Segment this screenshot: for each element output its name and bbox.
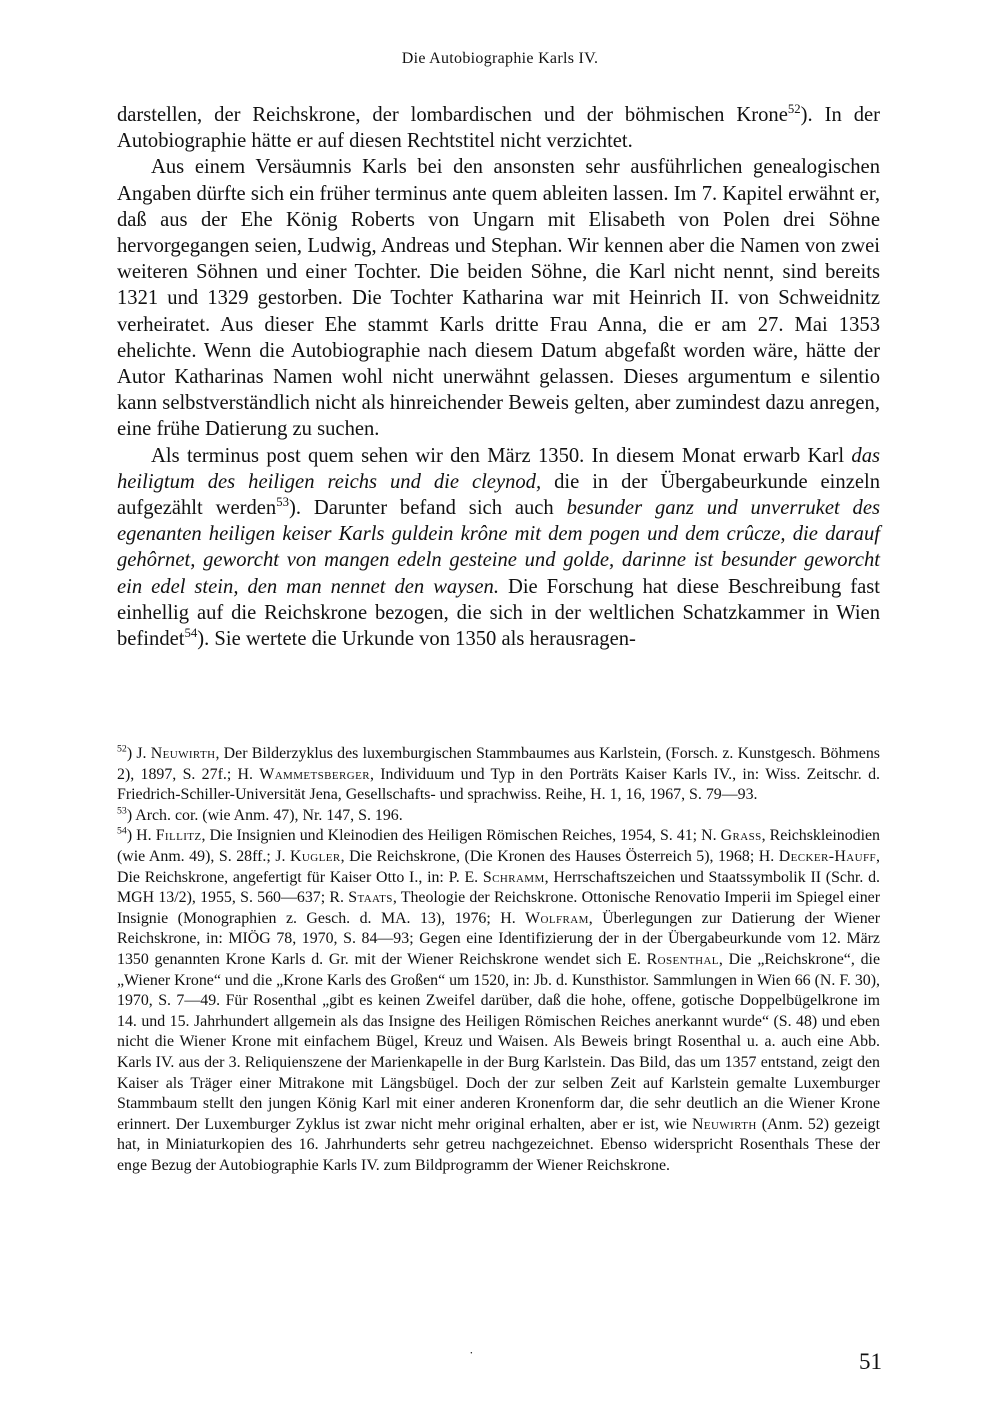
author-name: Kugler bbox=[290, 847, 341, 865]
text-run: (Anm. 52) gezeigt hat, in Miniaturkopien des 16. Jahrhunderts sehr getreu nachgezeichnet. Ebenso widerspricht Rosenthals These der enge Bezug der Autobiographie Karls IV. zum Bildprogramm der Wiener Reichskrone. bbox=[117, 1115, 881, 1174]
text-run: ). In der Autobiographie hätte er auf diesen Rechtstitel nicht verzichtet. bbox=[117, 104, 880, 153]
footnote-54 bbox=[117, 826, 880, 1176]
author-name: Schramm bbox=[482, 868, 545, 886]
text-run: , Die Reichskrone, angefertigt für Kaiser Otto I., in: P. E. bbox=[117, 847, 880, 886]
text-run: darstellen, der Reichskrone, der lombardischen und der böhmischen Krone bbox=[117, 104, 788, 126]
text-run: die in der Übergabeurkunde einzeln aufgezählt werden bbox=[117, 470, 880, 520]
text-run: ). Darunter befand sich auch bbox=[289, 497, 567, 520]
page-number: 51 bbox=[859, 1349, 882, 1374]
author-name: Wolfram bbox=[525, 909, 589, 927]
text-run: ) J. bbox=[126, 745, 151, 762]
author-name: Fillitz bbox=[155, 827, 202, 845]
author-name: Grass bbox=[720, 827, 762, 845]
author-name: Staats bbox=[348, 889, 393, 907]
author-name: Wammetsberger bbox=[259, 765, 370, 783]
running-head: Die Autobiographie Karls IV. bbox=[401, 50, 599, 67]
author-name: Decker-Hauff bbox=[778, 847, 876, 865]
text-run: , Theologie der Reichskrone. Ottonische Renovatio Imperii im Spiegel einer Insignie (Monographien z. Gesch. d. MA. 13), 1976; H. bbox=[117, 889, 881, 927]
text-run: , Herrschaftszeichen und Staatssymbolik II (Schr. d. MGH 13/2), 1955, S. 560—637; R. bbox=[117, 868, 881, 907]
author-name: Neuwirth bbox=[691, 1115, 757, 1133]
text-run: , Die Reichskrone, (Die Kronen des Hauses Österreich 5), 1968; H. bbox=[340, 847, 779, 865]
paragraph-2: Aus einem Versäumnis Karls bei den ansonsten sehr ausführlichen genealogischen Angaben dürfte sich ein früher terminus ante quem ableiten lassen. Im 7. Kapitel erwähnt er, daß aus der Ehe König Roberts von Ungarn mit Elisabeth von Polen drei Söhne hervorgegangen seien, Ludwig, Andreas und Stephan. Wir kennen aber die Namen von zwei weiteren Söhnen und einer Tochter. Die beiden Söhne, die Karl nicht nennt, sind bereits 1321 und 1329 gestorben. Die Tochter Katharina war mit Heinrich II. von Schweidnitz verheiratet. Aus dieser Ehe stammt Karls dritte Frau Anna, die er am 27. Mai 1353 ehelichte. Wenn die Autobiographie nach diesem Datum abgefaßt worden wäre, hätte der Autor Katharinas Namen wohl nicht unerwähnt gelassen. Dieses argumentum e silentio kann selbstverständlich nicht als hinreichender Beweis gelten, aber zumindest dazu anregen, eine frühe Datierung zu suchen. bbox=[117, 156, 880, 441]
text-run: ). Sie wertete die Urkunde von 1350 als herausragen- bbox=[197, 628, 636, 651]
footnote-53 bbox=[117, 806, 880, 827]
footnote-number: 52 bbox=[117, 743, 127, 755]
italic-quote: besunder ganz und unverruket des egenanten heiligen keiser Karls guldein krône mit dem pogen und dem crûcze, die darauf gehôrnet, geworcht von mangen edeln gesteine und golde, darinne ist besunder geworcht ein edel stein, den man nennet den waysen. bbox=[117, 497, 880, 598]
text-run: , Überlegungen zur Datierung der Wiener Reichskrone, in: MIÖG 78, 1970, S. 84—93; Gegen eine Identifizierung der in der Übergabeurkunde vom 12. März 1350 genannten Krone Karls d. Gr. mit der Wiener Reichskrone wendet sich E. bbox=[117, 909, 880, 968]
text-run: , Die „Reichskrone“, die „Wiener Krone“ und die „Krone Karls des Großen“ um 1520, in: Jb. d. Kunsthistor. Sammlungen in Wien 66 (N. F. 30), 1970, S. 7—49. Für Rosenthal „gibt es keinen Zweifel darüber, daß die hohe, offene, gotische Doppelbügelkrone im 14. und 15. Jahrhundert allgemein als das Insigne des Heiligen Römischen Reiches anerkannt wurde“ (S. 48) und eben nicht die Wiener Krone mit einfachem Bügel, Kreuz und Waisen. Als Beweis bringt Rosenthal u. a. auch eine Abb. Karls IV. aus der 3. Reliquienszene der Marienkapelle in der Burg Karlstein. Das Bild, das um 1357 entstand, zeigt den Kaiser als Träger einer Mitrakone mit Längsbügel. Doch der zur selben Zeit auf Karlstein gemalte Luxemburger Stammbaum stellt den jungen König Karl mit einer anderen Kronenform dar, die sehr deutlich an die Wiener Krone erinnert. Der Luxemburger Zyklus ist zwar nicht mehr original erhalten, aber er ist, wie bbox=[117, 950, 880, 1133]
paragraph-3 bbox=[117, 443, 880, 653]
author-name: Rosenthal bbox=[646, 950, 719, 968]
text-run: Die Forschung hat diese Beschreibung fast einhellig auf die Reichskrone bezogen, die sich in der weltlichen Schatzkammer in Wien befindet bbox=[117, 575, 880, 651]
text-run: Als terminus post quem sehen wir den März 1350. In diesem Monat erwarb Karl bbox=[151, 444, 852, 467]
text-run: , Die Insignien und Kleinodien des Heiligen Römischen Reiches, 1954, S. 41; N. bbox=[201, 827, 721, 845]
footnote-number: 53 bbox=[117, 805, 127, 817]
author-name: Neuwirth bbox=[150, 745, 216, 762]
footnote-ref-52: 52 bbox=[787, 102, 801, 117]
paragraph-1 bbox=[117, 102, 880, 154]
text-run: , Der Bilderzyklus des luxemburgischen Stammbaumes aus Karlstein, (Forsch. z. Kunstgesch. Böhmens 2), 1897, S. 27f.; H. bbox=[117, 745, 880, 783]
footnote-number: 54 bbox=[117, 826, 127, 838]
footnote-52 bbox=[117, 744, 880, 806]
footnote-ref-54: 54 bbox=[184, 626, 198, 641]
main-text bbox=[117, 102, 880, 652]
text-run: ) Arch. cor. (wie Anm. 47), Nr. 147, S. 196. bbox=[126, 806, 403, 824]
footnote-ref-53: 53 bbox=[276, 495, 289, 510]
footnotes bbox=[117, 744, 880, 1176]
stray-mark: ˙ bbox=[469, 1350, 474, 1365]
italic-quote: das heiligtum des heiligen reichs und die cleynod, bbox=[117, 444, 880, 493]
text-run: ) H. bbox=[126, 827, 156, 845]
text-run: , Reichskleinodien (wie Anm. 49), S. 28ff.; J. bbox=[117, 827, 881, 865]
text-run: , Individuum und Typ in den Porträts Kaiser Karls IV., in: Wiss. Zeitschr. d. Friedrich-Schiller-Universität Jena, Gesellschafts- und sprachwiss. Reihe, H. 1, 16, 1967, S. 79—93. bbox=[117, 765, 880, 804]
